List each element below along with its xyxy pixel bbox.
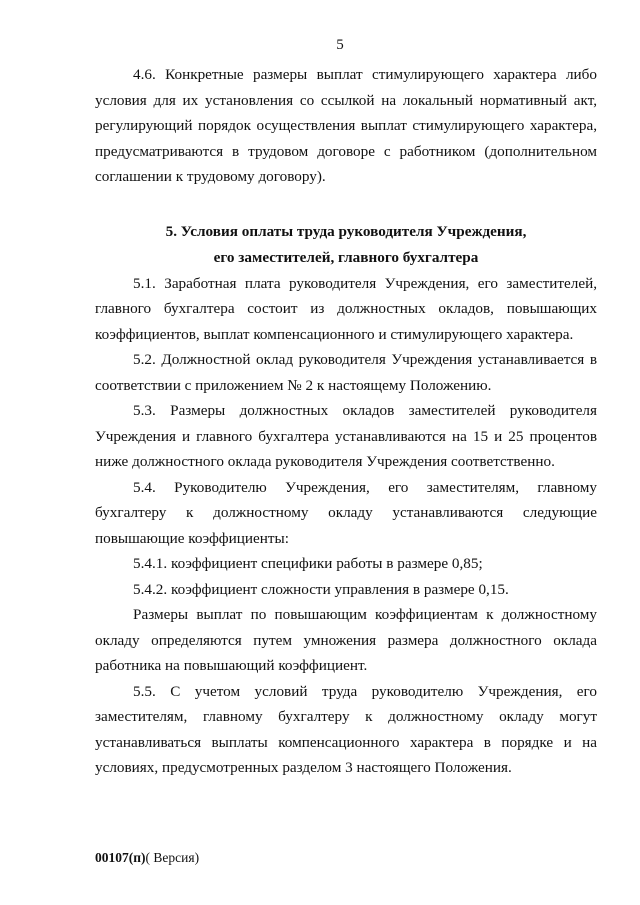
paragraph-5-4: 5.4. Руководителю Учреждения, его заместителям, главному бухгалтеру к должностному окладу устанавливаются следующие повышающие коэффициенты: [95,478,597,547]
document-body [95,62,597,781]
section-5-heading-line-2: его заместителей, главного бухгалтера [213,248,479,266]
document-code: 00107(п) [95,850,146,865]
page-number: 5 [336,37,344,53]
paragraph-5-2: 5.2. Должностной оклад руководителя Учреждения устанавливается в соответствии с приложением № 2 к настоящему Положению. [95,351,597,394]
paragraph-5-4-2: 5.4.2. коэффициент сложности управления в размере 0,15. [133,580,509,598]
paragraph-4-6: 4.6. Конкретные размеры выплат стимулирующего характера либо условия для их установления со ссылкой на локальный нормативный акт, регулирующий порядок осуществления выплат стимулирующего характера, предусматриваются в трудовом договоре с работником (дополнительном соглашении к трудовому договору). [95,66,597,185]
paragraph-5-5: 5.5. С учетом условий труда руководителю Учреждения, его заместителям, главному бухгалтеру к должностному окладу могут устанавливаться выплаты компенсационного характера в порядке и на условиях, предусмотренных разделом 3 настоящего Положения. [95,682,597,776]
paragraph-5-4-coefficients: Размеры выплат по повышающим коэффициентам к должностному окладу определяются путем умножения размера должностного оклада работника на повышающий коэффициент. [95,606,597,674]
paragraph-5-4-1: 5.4.1. коэффициент специфики работы в размере 0,85; [133,555,483,572]
section-5-heading-line-1: 5. Условия оплаты труда руководителя Учреждения, [165,222,527,240]
document-version: ( Версия) [145,850,200,865]
paragraph-5-1: 5.1. Заработная плата руководителя Учреждения, его заместителей, главного бухгалтера состоит из должностных окладов, повышающих коэффициентов, выплат компенсационного и стимулирующего характера. [95,274,597,343]
paragraph-5-3: 5.3. Размеры должностных окладов заместителей руководителя Учреждения и главного бухгалтера устанавливаются на 15 и 25 процентов ниже должностного оклада руководителя Учреждения соответственно. [95,402,597,470]
section-5-heading [95,219,597,271]
footer [95,850,199,866]
